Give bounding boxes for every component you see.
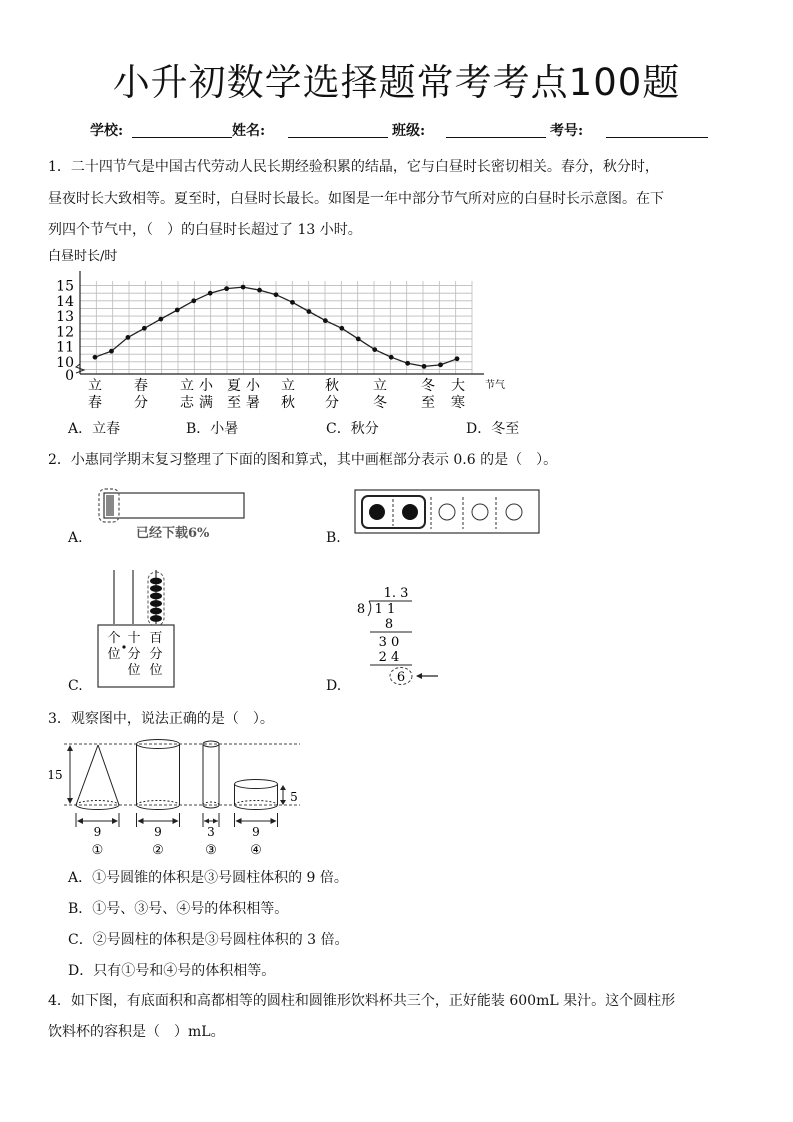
filled-circle — [369, 504, 385, 520]
solid-id: ② — [152, 843, 164, 858]
x-tick-label: 大 — [451, 378, 465, 394]
data-point — [142, 326, 147, 331]
q3-option-a[interactable]: A．①号圆锥的体积是③号圆柱体积的 9 倍。 — [68, 870, 348, 886]
data-point — [405, 361, 410, 366]
name-blank — [288, 137, 388, 138]
x-tick-label: 至 — [227, 395, 241, 411]
data-point — [307, 309, 312, 314]
division-bracket — [368, 601, 371, 616]
y-tick-label: 0 — [65, 368, 74, 384]
abacus-bead — [150, 585, 162, 592]
data-point — [224, 286, 229, 291]
width-label: 9 — [154, 825, 162, 839]
solids-figure — [44, 735, 304, 860]
x-tick-label: 夏 — [227, 378, 241, 394]
x-tick-label: 冬 — [373, 395, 387, 411]
y-tick-label: 14 — [56, 293, 74, 310]
x-tick-label: 春 — [88, 395, 102, 411]
x-tick-label: 立 — [180, 378, 194, 394]
q2-label-d[interactable]: D. — [326, 678, 342, 694]
y-tick-label: 11 — [56, 339, 74, 356]
x-tick-label: 立 — [281, 378, 295, 394]
x-tick-label: 志 — [180, 395, 194, 411]
class-blank — [446, 137, 546, 138]
data-point — [158, 317, 163, 322]
data-point — [241, 285, 246, 290]
q3-option-d[interactable]: D．只有①号和④号的体积相等。 — [68, 963, 276, 979]
q1-option-c[interactable]: C．秋分 — [326, 421, 379, 437]
abacus-bead — [150, 593, 162, 600]
q1-text-line3: 列四个节气中，（ ）的白昼时长超过了 13 小时。 — [48, 222, 362, 238]
data-point — [372, 347, 377, 352]
data-point — [191, 298, 196, 303]
chart-xlabel: 节气 — [485, 380, 505, 391]
division-dividend: 1 1 — [374, 602, 396, 617]
q3-text: 3．观察图中，说法正确的是（ ）。 — [48, 711, 274, 727]
division-step: 8 — [384, 617, 394, 632]
solid-id: ① — [91, 843, 104, 858]
long-division-figure — [350, 580, 450, 692]
cylinder-2-base — [137, 805, 180, 810]
width-dimensions — [76, 813, 278, 827]
progress-bar-track — [104, 493, 244, 518]
chart-y-ticks — [56, 279, 74, 384]
x-tick-label: 小 — [246, 378, 260, 394]
place-label: 个 — [107, 631, 121, 646]
dimension-arrow-head — [280, 785, 286, 790]
solid-id: ③ — [205, 843, 217, 858]
y-tick-label: 12 — [56, 324, 74, 341]
chart-grid — [76, 271, 484, 374]
data-point — [455, 356, 460, 361]
data-point — [274, 292, 279, 297]
solid-id: ④ — [250, 843, 262, 858]
cone-1 — [76, 745, 119, 805]
abacus-bead — [150, 608, 162, 615]
x-tick-label: 分 — [134, 395, 148, 411]
data-point — [93, 355, 98, 360]
name-label: 姓名: — [232, 123, 266, 139]
abacus-figure — [92, 568, 184, 690]
data-point — [389, 355, 394, 360]
division-divisor: 8 — [356, 602, 366, 617]
x-tick-label: 暑 — [246, 395, 260, 411]
dimension-arrow-head — [67, 745, 73, 751]
cylinder-4-base-hidden — [235, 801, 278, 806]
q1-text-line1: 1．二十四节气是中国古代劳动人民长期经验积累的结晶，它与白昼时长密切相关。春分，秋分时， — [48, 159, 659, 175]
data-point — [438, 362, 443, 367]
place-label: 十 — [127, 631, 141, 646]
school-label: 学校: — [90, 123, 124, 139]
q1-option-b[interactable]: B．小暑 — [186, 421, 239, 437]
division-step: 3 0 — [378, 635, 400, 650]
cylinder-2-base-hidden — [137, 801, 180, 806]
q4-text-line1: 4．如下图，有底面积和高都相等的圆柱和圆锥形饮料杯共三个，正好能装 600mL 果汁。这个圆柱形 — [48, 993, 676, 1009]
y-tick-label: 13 — [56, 309, 74, 326]
place-label: 位 — [107, 647, 121, 662]
q2-label-b[interactable]: B. — [326, 530, 341, 546]
abacus-bead — [150, 600, 162, 607]
cone-1-base — [76, 805, 119, 810]
division-step: 2 4 — [378, 650, 400, 665]
abacus-bead — [150, 615, 162, 622]
width-label: 9 — [252, 825, 260, 839]
exam-no-blank — [606, 137, 708, 138]
data-point — [339, 326, 344, 331]
data-point — [323, 318, 328, 323]
abacus-bead — [150, 578, 162, 585]
page-title: 小升初数学选择题常考考点100题 — [112, 61, 681, 104]
x-tick-label: 寒 — [451, 395, 465, 411]
x-tick-label: 立 — [88, 378, 102, 394]
q3-option-b[interactable]: B．①号、③号、④号的体积相等。 — [68, 901, 289, 917]
x-tick-label: 春 — [134, 378, 148, 394]
data-point — [290, 300, 295, 305]
cylinder-2-top — [137, 740, 180, 749]
division-remainder: 6 — [396, 670, 406, 685]
height-label-15: 15 — [47, 768, 63, 782]
q1-option-d[interactable]: D．冬至 — [466, 421, 520, 437]
cylinder-4-base — [235, 805, 278, 810]
q4-text-line2: 饮料杯的容积是（ ）mL。 — [48, 1024, 225, 1040]
download-text: 已经下载6% — [136, 526, 210, 541]
exam-no-label: 考号: — [550, 123, 584, 139]
pointer-arrow-head — [416, 673, 422, 679]
chart-x-ticks — [88, 377, 465, 411]
q3-option-c[interactable]: C．②号圆柱的体积是③号圆柱体积的 3 倍。 — [68, 932, 349, 948]
x-tick-label: 秋 — [325, 378, 339, 394]
place-label: 位 — [127, 663, 141, 678]
place-label: 分 — [149, 647, 163, 662]
x-tick-label: 至 — [421, 395, 435, 411]
cone-1-base-hidden — [76, 801, 119, 806]
x-tick-label: 满 — [199, 395, 213, 411]
data-point — [257, 288, 262, 293]
height-label-5: 5 — [290, 790, 298, 804]
place-label: 分 — [127, 647, 141, 662]
division-quotient: 1. 3 — [383, 586, 409, 601]
q1-option-a[interactable]: A．立春 — [68, 421, 121, 437]
circles-figure — [350, 487, 545, 539]
width-label: 9 — [93, 825, 102, 839]
daylight-chart — [40, 242, 520, 414]
data-point — [109, 349, 114, 354]
y-tick-label: 15 — [56, 278, 74, 295]
class-label: 班级: — [392, 123, 426, 139]
decimal-point — [122, 645, 125, 648]
data-point — [356, 337, 361, 342]
progress-bar-fill — [106, 495, 114, 516]
dimension-arrow-head — [280, 800, 286, 805]
place-label: 百 — [149, 631, 163, 646]
cylinder-4-top — [235, 780, 278, 789]
x-tick-label: 秋 — [281, 395, 295, 411]
data-point — [126, 335, 131, 340]
data-point — [422, 364, 427, 369]
width-label: 3 — [207, 825, 215, 839]
dimension-arrow-head — [67, 798, 73, 804]
x-tick-label: 立 — [373, 378, 387, 394]
student-info-row — [90, 120, 730, 144]
q2-label-c[interactable]: C. — [68, 678, 83, 694]
place-label: 位 — [149, 663, 163, 678]
chart-ylabel: 白昼时长/时 — [48, 249, 118, 264]
data-point — [175, 308, 180, 313]
x-tick-label: 小 — [199, 378, 213, 394]
download-progress-figure — [92, 484, 252, 544]
x-tick-label: 分 — [325, 395, 339, 411]
q2-text: 2．小惠同学期末复习整理了下面的图和算式，其中画框部分表示 0.6 的是（ ）。 — [48, 452, 558, 468]
q1-text-line2: 昼夜时长大致相等。夏至时，白昼时长最长。如图是一年中部分节气所对应的白昼时长示意图。在下 — [48, 191, 664, 207]
x-tick-label: 冬 — [421, 378, 435, 394]
filled-circle — [402, 504, 418, 520]
data-point — [208, 291, 213, 296]
school-blank — [132, 137, 232, 138]
y-tick-label: 10 — [56, 354, 74, 371]
q2-label-a[interactable]: A. — [68, 530, 83, 546]
